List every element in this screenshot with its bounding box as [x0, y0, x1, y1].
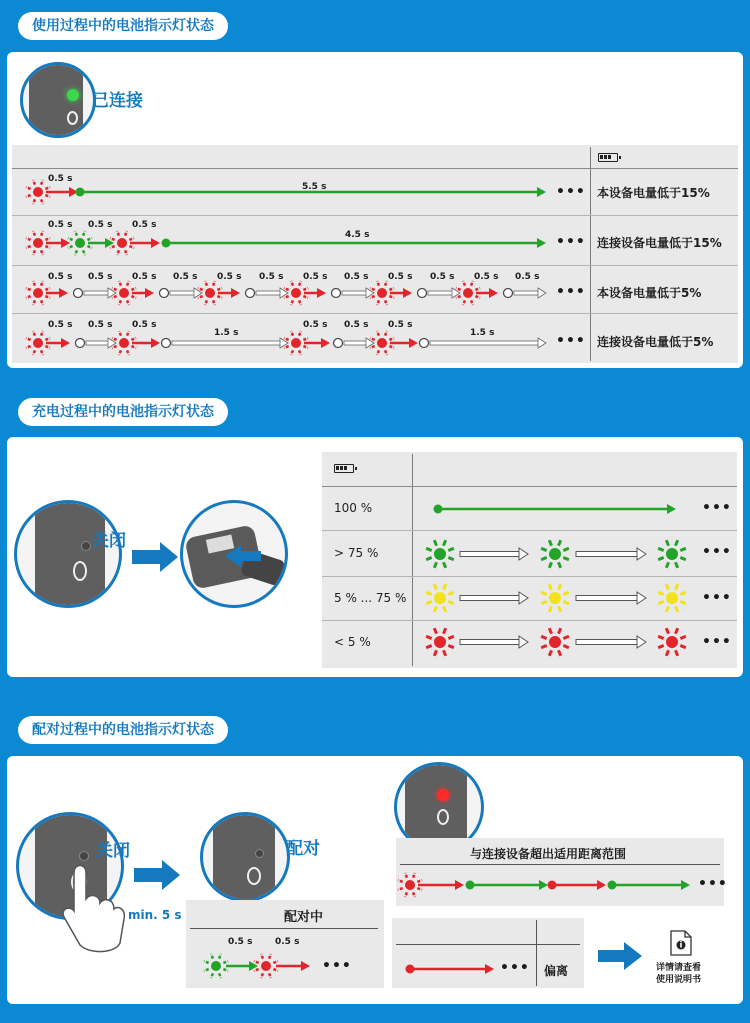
duration-label: 0.5 s — [88, 220, 113, 230]
pairing-ellipsis: ••• — [322, 958, 352, 974]
led-off-dot — [504, 289, 513, 298]
pairing-section-title: 配对过程中的电池指示灯状态 — [18, 716, 228, 744]
duration-label: 0.5 s — [132, 220, 157, 230]
hollow-arrow — [460, 596, 520, 601]
usage-row-3-label: 本设备电量低于5% — [597, 286, 702, 300]
led-dot — [76, 188, 85, 197]
out-of-range-ellipsis: ••• — [698, 876, 728, 892]
charging-row-1-label: 100 % — [334, 501, 373, 515]
hollow-arrow-head — [637, 636, 646, 648]
connected-label: 已连接 — [92, 91, 143, 111]
hollow-arrow-head — [519, 548, 528, 560]
usage-row-1-label: 本设备电量低于15% — [597, 186, 710, 200]
led-dot — [608, 881, 617, 890]
usage-section-title: 使用过程中的电池指示灯状态 — [18, 12, 228, 40]
arrow-head — [403, 288, 412, 298]
duration-label: 0.5 s — [48, 174, 73, 184]
duration-label: 0.5 s — [228, 937, 253, 947]
duration-label: 0.5 s — [430, 272, 455, 282]
hollow-arrow — [342, 291, 367, 295]
duration-label: 0.5 s — [132, 320, 157, 330]
usage-row-2-ellipsis: ••• — [556, 234, 586, 250]
arrow-head — [489, 288, 498, 298]
usage-row-2-label: 连接设备电量低于15% — [597, 236, 722, 250]
duration-label: 0.5 s — [173, 272, 198, 282]
arrow-head — [61, 238, 70, 248]
duration-label: 4.5 s — [345, 230, 370, 240]
duration-label: 0.5 s — [88, 320, 113, 330]
duration-label: 0.5 s — [303, 320, 328, 330]
blinking-led-icon — [426, 584, 454, 612]
hollow-arrow — [170, 291, 195, 295]
arrow-head — [681, 880, 690, 890]
blinking-led-icon — [541, 540, 569, 568]
arrow-head — [539, 880, 548, 890]
duration-label: 0.5 s — [132, 272, 157, 282]
hollow-arrow-head — [538, 288, 546, 298]
hollow-arrow — [514, 291, 539, 295]
hollow-arrow — [344, 341, 367, 345]
led-off-dot — [332, 289, 341, 298]
arrow-head — [537, 238, 546, 248]
pair-label: 配对 — [286, 839, 320, 859]
hollow-arrow-head — [519, 592, 528, 604]
blinking-led-icon — [658, 540, 686, 568]
out-of-range-label: 与连接设备超出适用距离范围 — [470, 847, 627, 861]
arrow-head — [145, 288, 154, 298]
duration-label: 0.5 s — [259, 272, 284, 282]
arrow-head — [61, 338, 70, 348]
led-off-dot — [418, 289, 427, 298]
charging-row-2-label: > 75 % — [334, 546, 379, 560]
pairing-in-progress-label: 配对中 — [284, 910, 324, 925]
led-off-dot — [74, 289, 83, 298]
duration-label: 0.5 s — [48, 220, 73, 230]
arrow-head — [597, 880, 606, 890]
charging-off-label: 关闭 — [92, 531, 126, 551]
arrow-head — [537, 187, 546, 197]
charging-row-4-label: < 5 % — [334, 635, 371, 649]
led-off-dot — [334, 339, 343, 348]
hollow-arrow-head — [637, 548, 646, 560]
duration-label: 0.5 s — [88, 272, 113, 282]
arrow-head — [301, 961, 310, 971]
offset-label: 偏离 — [544, 964, 569, 978]
led-off-dot — [160, 289, 169, 298]
charging-row-2-ellipsis: ••• — [702, 544, 732, 560]
charging-row-3-ellipsis: ••• — [702, 590, 732, 606]
hollow-arrow — [430, 341, 539, 345]
duration-label: 0.5 s — [48, 272, 73, 282]
arrow-head — [59, 288, 68, 298]
hollow-arrow — [256, 291, 281, 295]
duration-label: 1.5 s — [470, 328, 495, 338]
hollow-arrow — [428, 291, 453, 295]
duration-label: 0.5 s — [344, 320, 369, 330]
usage-row-4-label: 连接设备电量低于5% — [597, 335, 714, 349]
duration-label: 0.5 s — [275, 937, 300, 947]
arrow-head — [455, 880, 464, 890]
blinking-led-icon — [426, 628, 454, 656]
led-off-dot — [420, 339, 429, 348]
duration-label: 0.5 s — [217, 272, 242, 282]
duration-label: 0.5 s — [388, 272, 413, 282]
led-off-dot — [162, 339, 171, 348]
blinking-led-icon — [658, 628, 686, 656]
hollow-arrow-head — [538, 338, 546, 348]
led-dot — [466, 881, 475, 890]
usage-row-3-ellipsis: ••• — [556, 284, 586, 300]
led-dot — [162, 239, 171, 248]
hollow-arrow-head — [637, 592, 646, 604]
hollow-arrow — [86, 341, 109, 345]
led-dot — [406, 965, 415, 974]
duration-label: 0.5 s — [515, 272, 540, 282]
duration-label: 0.5 s — [474, 272, 499, 282]
arrow-head — [667, 504, 676, 514]
duration-label: 1.5 s — [214, 328, 239, 338]
usage-row-1-ellipsis: ••• — [556, 184, 586, 200]
hollow-arrow — [576, 596, 638, 601]
duration-label: 5.5 s — [302, 182, 327, 192]
arrow-head — [317, 288, 326, 298]
hollow-arrow — [84, 291, 109, 295]
blinking-led-icon — [204, 954, 228, 978]
arrow-head — [409, 338, 418, 348]
duration-label: 0.5 s — [344, 272, 369, 282]
arrow-head — [231, 288, 240, 298]
offset-ellipsis: ••• — [500, 960, 530, 976]
duration-label: 0.5 s — [48, 320, 73, 330]
hollow-arrow — [172, 341, 281, 345]
arrow-head — [485, 964, 494, 974]
hollow-arrow-head — [519, 636, 528, 648]
hollow-arrow — [460, 552, 520, 557]
led-off-dot — [76, 339, 85, 348]
charging-section-title: 充电过程中的电池指示灯状态 — [18, 398, 228, 426]
arrow-head — [321, 338, 330, 348]
led-dot — [548, 881, 557, 890]
charging-row-4-ellipsis: ••• — [702, 634, 732, 650]
hold-time-label: min. 5 s — [128, 908, 182, 922]
hollow-arrow — [460, 640, 520, 645]
hollow-arrow — [576, 552, 638, 557]
usage-row-4-ellipsis: ••• — [556, 333, 586, 349]
charging-row-3-label: 5 % ... 75 % — [334, 591, 407, 605]
duration-label: 0.5 s — [303, 272, 328, 282]
manual-note-line1: 详情请查看 — [656, 963, 702, 973]
blinking-led-icon — [426, 540, 454, 568]
blinking-led-icon — [541, 628, 569, 656]
arrow-head — [151, 238, 160, 248]
hollow-arrow — [576, 640, 638, 645]
pairing-off-label: 关闭 — [96, 841, 130, 861]
led-off-dot — [246, 289, 255, 298]
manual-note-line2: 使用说明书 — [656, 975, 702, 985]
charging-row-1-ellipsis: ••• — [702, 500, 732, 516]
blinking-led-icon — [658, 584, 686, 612]
led-dot — [434, 505, 443, 514]
blinking-led-icon — [541, 584, 569, 612]
arrow-head — [151, 338, 160, 348]
duration-label: 0.5 s — [388, 320, 413, 330]
